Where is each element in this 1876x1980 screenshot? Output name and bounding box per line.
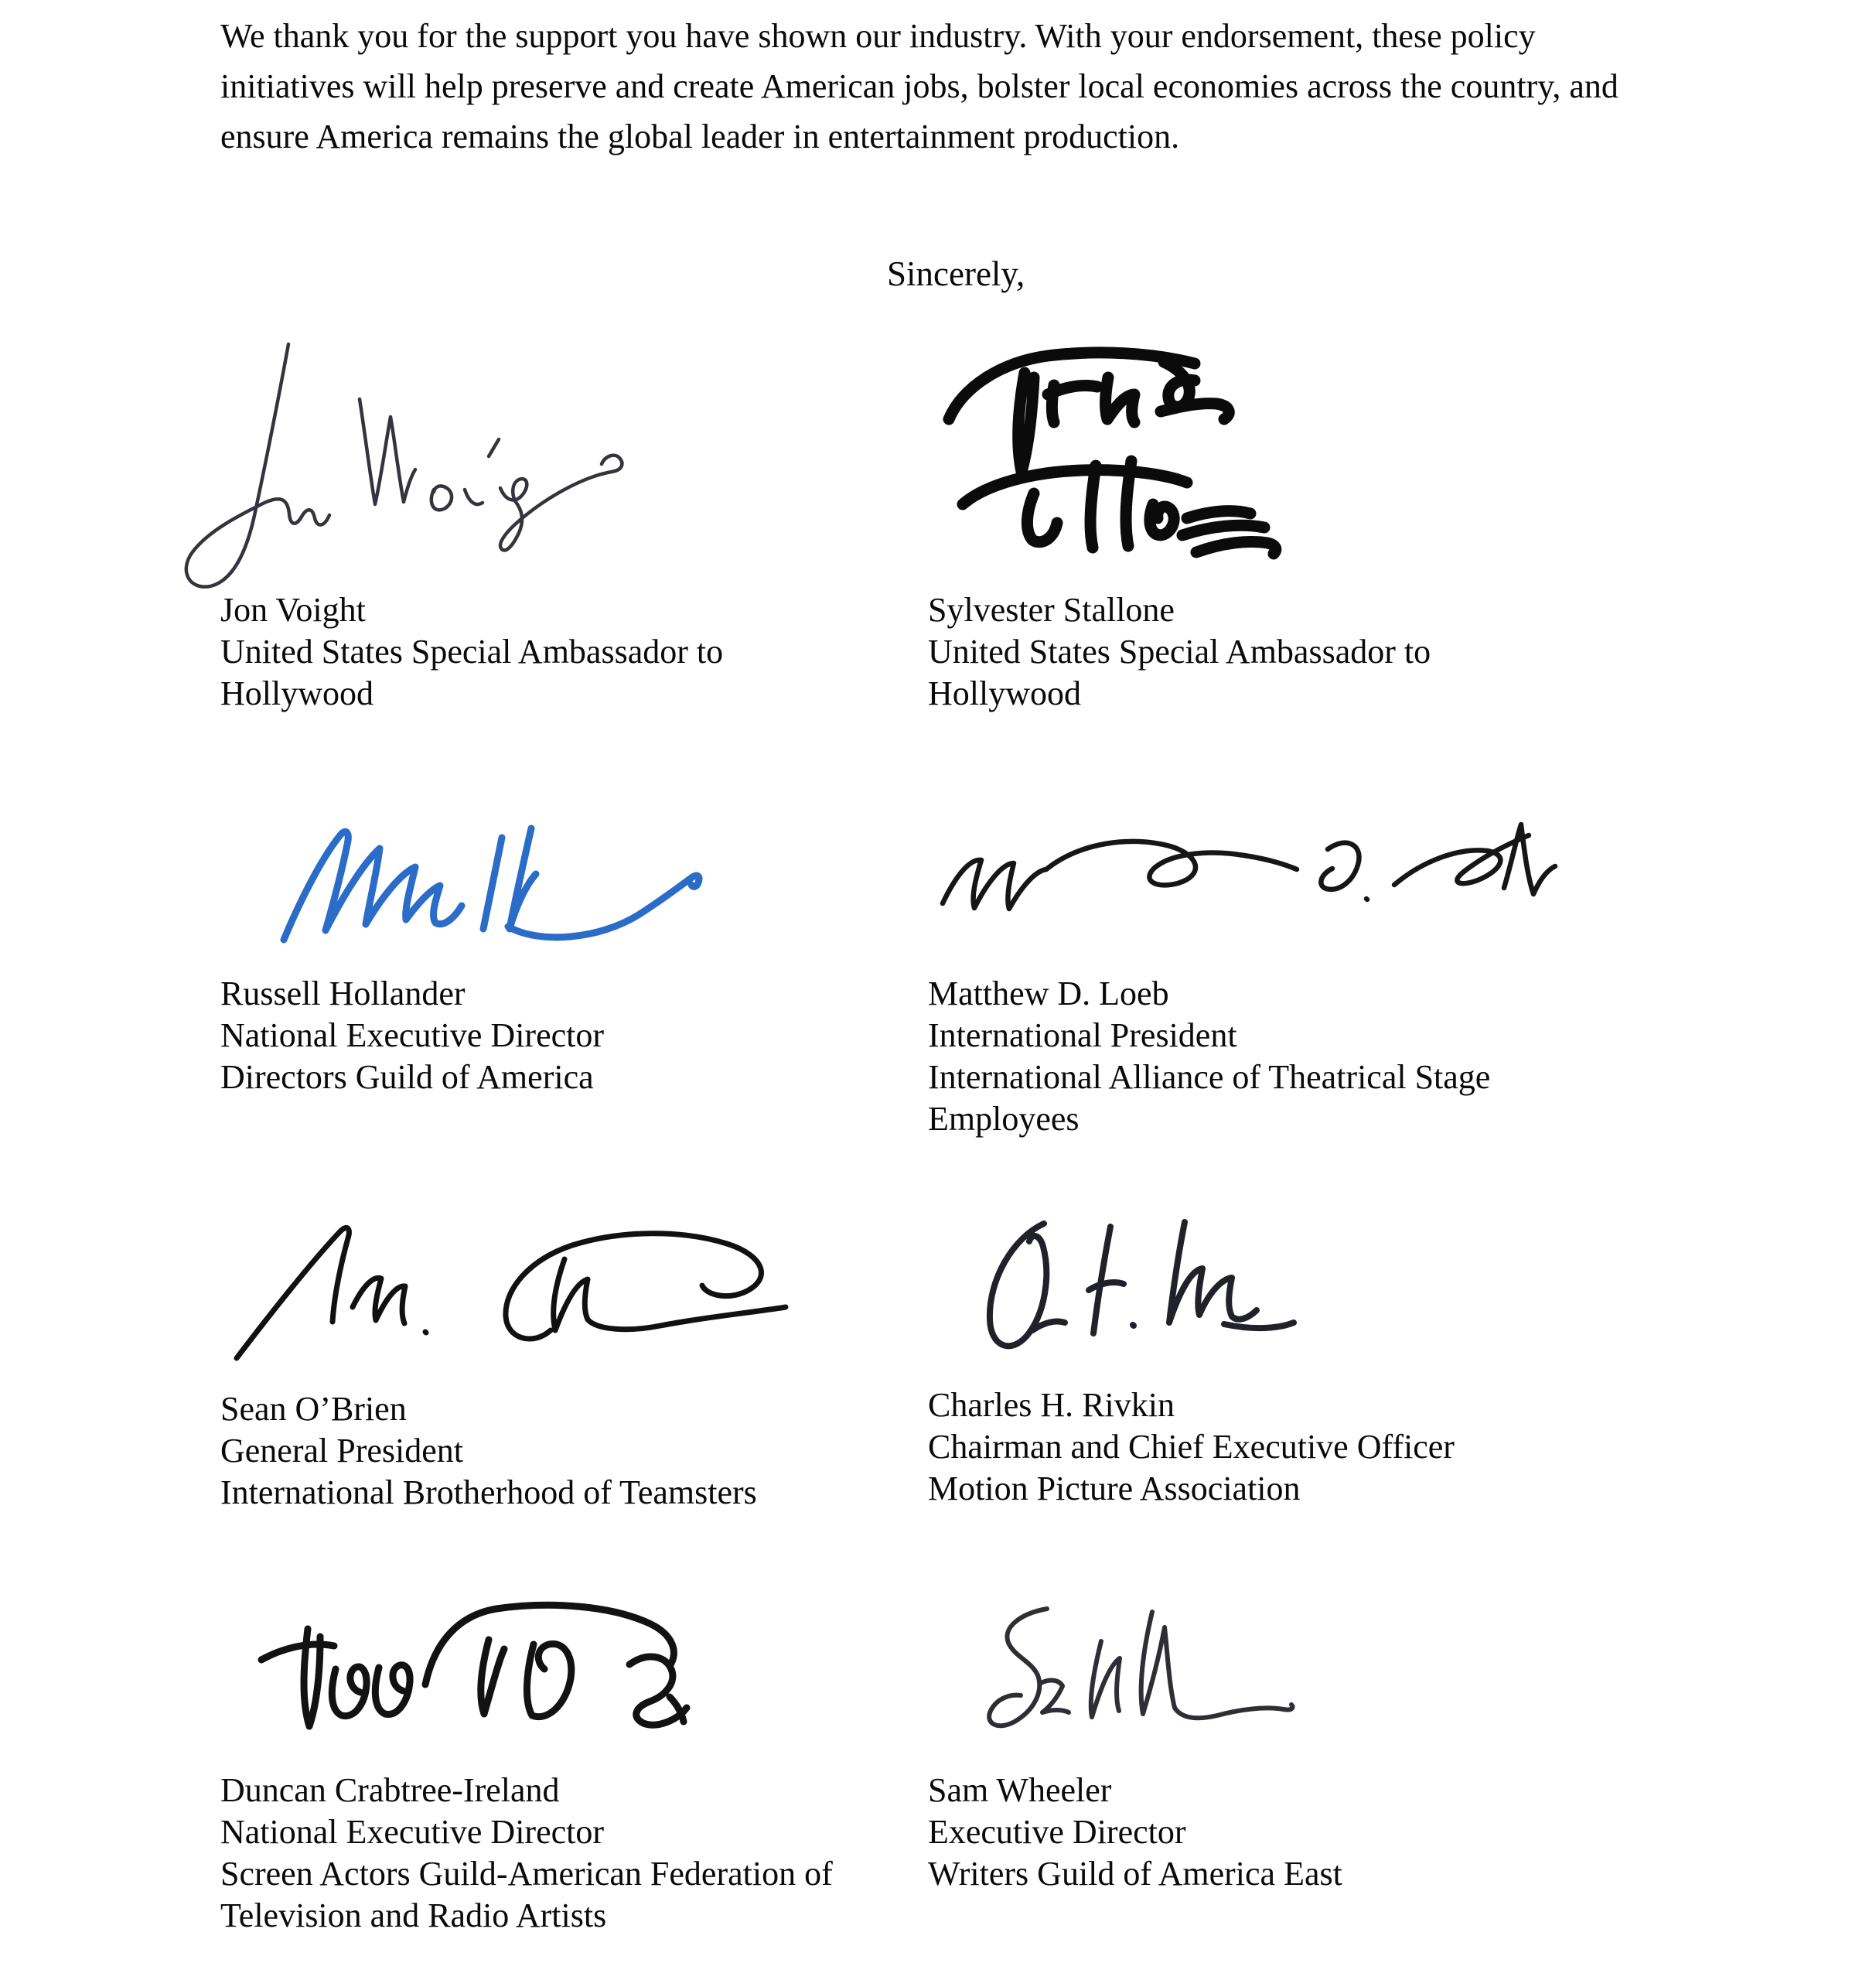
- signature-stroke: [990, 1224, 1065, 1346]
- signature-stroke: [1091, 1641, 1120, 1717]
- signature-ink: [989, 1609, 1292, 1726]
- signature-stroke: [1182, 511, 1276, 554]
- signatory-organization: Screen Actors Guild-American Federation of Television and Radio Artists: [220, 1855, 833, 1934]
- signature-stroke: [1161, 362, 1229, 419]
- signature-stroke: [1041, 1681, 1069, 1712]
- signatory-info: [928, 973, 1547, 1140]
- signatory-title: United States Special Ambassador to Hollywood: [220, 633, 724, 712]
- signature-stroke: [186, 344, 329, 587]
- salutation: Sincerely,: [887, 254, 1025, 293]
- signatory-info: [928, 1384, 1547, 1510]
- signatory-info: [928, 1770, 1547, 1895]
- signatory-info: [220, 973, 885, 1098]
- signature-stroke: [481, 1640, 504, 1714]
- signatory-name: Charles H. Rivkin: [928, 1386, 1175, 1424]
- signature-stroke: [506, 1234, 762, 1339]
- signatory-title: United States Special Ambassador to Hollywood: [928, 633, 1431, 712]
- signature-stroke: [360, 399, 415, 504]
- signature-stroke: [332, 1667, 367, 1716]
- signature-stroke: [508, 876, 699, 937]
- signature-stroke: [989, 1609, 1047, 1726]
- signature-ink: [949, 353, 1276, 554]
- signature-stroke: [500, 456, 622, 551]
- signatory-title: Executive Director: [928, 1813, 1186, 1851]
- signatory-name: Matthew D. Loeb: [928, 975, 1169, 1012]
- signature-ink: [237, 1227, 786, 1358]
- signatory-title: General President: [220, 1432, 463, 1470]
- signatory-organization: Motion Picture Association: [928, 1470, 1301, 1507]
- signature-stroke: [943, 860, 1046, 909]
- signature-ink: [284, 828, 699, 940]
- signature-matthew-loeb: [932, 811, 1566, 934]
- signatory-title: National Executive Director: [220, 1016, 605, 1054]
- signature-stroke: [353, 1278, 426, 1333]
- signature-stroke: [431, 439, 499, 510]
- closing-paragraph: We thank you for the support you have shown our industry. With your endorsement, these policy initiatives will help preserve and create American jobs, bolster local economies across the country, and ensure America remains the global leader in entertainment production.: [220, 17, 1618, 155]
- signatory-organization: Writers Guild of America East: [928, 1855, 1342, 1893]
- signature-ink: [186, 344, 622, 587]
- signature-sam-wheeler: [950, 1593, 1313, 1740]
- signatory-name: Duncan Crabtree-Ireland: [220, 1771, 560, 1809]
- signatory-info: [220, 589, 808, 715]
- signature-duncan-crabtree-ireland: [249, 1593, 728, 1740]
- signatory-name: Jon Voight: [220, 591, 366, 629]
- signatory-organization: Directors Guild of America: [220, 1058, 594, 1096]
- signatory-info: [220, 1770, 893, 1937]
- signatory-name: Sam Wheeler: [928, 1771, 1112, 1809]
- signature-ink: [990, 1222, 1294, 1346]
- signature-stroke: [1048, 377, 1134, 422]
- signature-charles-rivkin: [957, 1207, 1298, 1377]
- signatory-name: Sean O’Brien: [220, 1390, 407, 1428]
- signatory-organization: International Brotherhood of Teamsters: [220, 1473, 757, 1511]
- signatory-info: [220, 1388, 901, 1514]
- signatory-organization: International Alliance of Theatrical Stage Employees: [928, 1058, 1491, 1138]
- signature-stroke: [1150, 504, 1174, 535]
- signatory-title: National Executive Director: [220, 1813, 605, 1851]
- signature-stroke: [237, 1227, 349, 1358]
- signature-sylvester-stallone: [932, 333, 1334, 572]
- signature-russell-hollander: [275, 816, 715, 947]
- signature-stroke: [1018, 373, 1034, 472]
- signature-stroke: [527, 1644, 571, 1716]
- signature-stroke: [284, 831, 462, 940]
- signature-ink: [261, 1605, 687, 1726]
- signature-stroke: [1321, 843, 1367, 900]
- signature-stroke: [1169, 1222, 1294, 1328]
- signature-stroke: [1141, 1612, 1175, 1714]
- signatory-title: International President: [928, 1016, 1237, 1054]
- signature-stroke: [1175, 1705, 1293, 1718]
- signature-jon-voight: [166, 325, 630, 596]
- signatory-name: Russell Hollander: [220, 975, 466, 1012]
- signature-stroke: [483, 828, 536, 929]
- signatory-title: Chairman and Chief Executive Officer: [928, 1428, 1455, 1466]
- signature-stroke: [375, 1665, 410, 1715]
- signature-stroke: [1027, 493, 1057, 542]
- signature-stroke: [629, 1657, 687, 1725]
- signature-stroke: [1089, 1227, 1134, 1333]
- signature-ink: [943, 824, 1555, 909]
- signature-stroke: [1046, 842, 1297, 886]
- signatory-name: Sylvester Stallone: [928, 591, 1175, 629]
- signatory-info: [928, 589, 1516, 715]
- signature-stroke: [1394, 824, 1555, 894]
- signature-sean-obrien: [226, 1214, 814, 1369]
- signature-stroke: [554, 1259, 786, 1330]
